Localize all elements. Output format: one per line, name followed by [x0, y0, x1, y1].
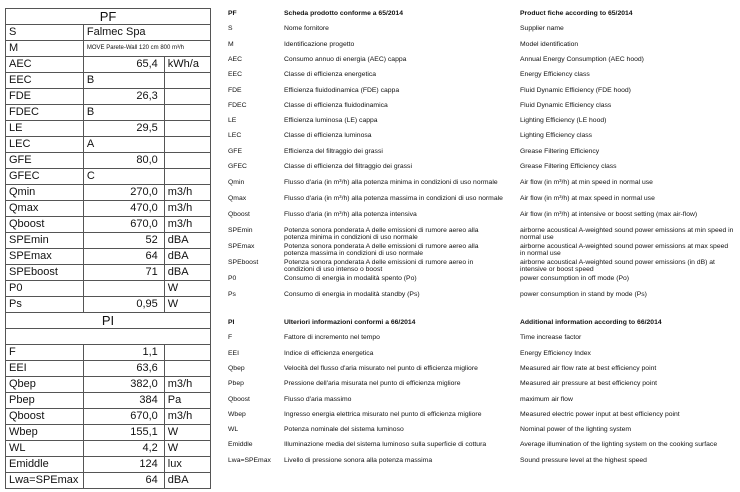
- row-value: 470,0: [83, 201, 164, 217]
- list-item-it: Flusso d'aria (in m³/h) alla potenza intensiva: [284, 211, 417, 219]
- table-row: [6, 153, 211, 169]
- list-item-en: Annual Energy Consumption (AEC hood): [520, 55, 644, 63]
- table-row: [6, 409, 211, 425]
- row-code: Emiddle: [6, 457, 84, 473]
- list-item-code: Qbep: [228, 364, 245, 372]
- pi-section-it-header: Ulteriori informazioni conformi a 66/2014: [284, 319, 416, 326]
- list-item-en: Measured air flow rate at best efficiency point: [520, 364, 657, 372]
- row-code: FDEC: [6, 105, 84, 121]
- list-item-code: EEI: [228, 349, 239, 357]
- row-unit: [164, 345, 210, 361]
- row-unit: m3/h: [164, 409, 210, 425]
- row-code: GFE: [6, 153, 84, 169]
- table-row: [6, 25, 211, 41]
- list-item-it: Flusso d'aria (in m³/h) alla potenza minima in condizioni di uso normale: [284, 179, 498, 187]
- list-item-code: Qmax: [228, 195, 247, 203]
- row-code: Qboost: [6, 409, 84, 425]
- list-item-code: Pbep: [228, 380, 244, 388]
- table-row: [6, 121, 211, 137]
- row-value: 382,0: [83, 377, 164, 393]
- table-row: [6, 441, 211, 457]
- row-value: 124: [83, 457, 164, 473]
- table-row: [6, 233, 211, 249]
- list-item-code: F: [228, 334, 233, 342]
- pi-section-en-header: Additional information according to 66/2014: [520, 319, 662, 326]
- list-item-code: Qboost: [228, 395, 250, 403]
- spacer-cell: [164, 329, 210, 345]
- pi-table-title: PI: [6, 313, 211, 329]
- row-code: P0: [6, 281, 84, 297]
- table-row: [6, 57, 211, 73]
- row-value: 270,0: [83, 185, 164, 201]
- row-unit: dBA: [164, 249, 210, 265]
- list-item-it: Indice di efficienza energetica: [284, 349, 374, 357]
- table-row: [6, 457, 211, 473]
- list-item-it: Nome fornitore: [284, 25, 329, 33]
- table-row: [6, 137, 211, 153]
- list-item-it: Classe di efficienza fluidodinamica: [284, 101, 388, 109]
- list-item-en: power consumption in stand by mode (Ps): [520, 290, 647, 298]
- row-code: LE: [6, 121, 84, 137]
- list-item-code: P0: [228, 274, 237, 282]
- row-unit: m3/h: [164, 201, 210, 217]
- list-item-code: Qmin: [228, 179, 245, 187]
- row-code: Ps: [6, 297, 84, 313]
- row-value: 29,5: [83, 121, 164, 137]
- pi-section-code-header: PI: [228, 319, 235, 326]
- row-unit: m3/h: [164, 377, 210, 393]
- row-value: 670,0: [83, 217, 164, 233]
- table-row: [6, 89, 211, 105]
- list-item-en: Air flow (in m³/h) at min speed in normal use: [520, 179, 653, 187]
- product-data-table: [5, 8, 211, 489]
- list-item-en: airborne acoustical A-weighted sound power emissions at min speed in normal use: [520, 227, 734, 241]
- list-item-code: EEC: [228, 71, 242, 79]
- list-item-it: Velocità del flusso d'aria misurato nel punto di efficienza migliore: [284, 364, 478, 372]
- list-item-it: Pressione dell'aria misurata nel punto di efficienza migliore: [284, 380, 461, 388]
- list-item-it: Ingresso energia elettrica misurato nel punto di efficienza migliore: [284, 410, 482, 418]
- list-item-code: LE: [228, 117, 237, 125]
- list-item-code: S: [228, 25, 233, 33]
- row-value: A: [83, 137, 164, 153]
- row-value: 64: [83, 473, 164, 489]
- list-item-it: Classe di efficienza del filtraggio dei grassi: [284, 163, 412, 170]
- row-unit: [164, 153, 210, 169]
- table-row: [6, 281, 211, 297]
- spacer-cell: [83, 329, 164, 345]
- list-item-en: Grease Filtering Efficiency: [520, 147, 600, 155]
- list-item-en: Energy Efficiency Index: [520, 349, 591, 357]
- row-value: 71: [83, 265, 164, 281]
- list-item-en: maximum air flow: [520, 395, 573, 403]
- list-item-it: Potenza nominale del sistema luminoso: [284, 426, 404, 434]
- list-item-en: Fluid Dynamic Efficiency class: [520, 101, 612, 109]
- row-unit: dBA: [164, 233, 210, 249]
- list-item-it: Efficienza fluidodinamica (FDE) cappa: [284, 86, 400, 94]
- table-row: [6, 185, 211, 201]
- row-code: SPEmin: [6, 233, 84, 249]
- table-row: [6, 41, 211, 57]
- list-item-it: Efficienza del filtraggio dei grassi: [284, 147, 383, 155]
- list-item-en: Energy Efficiency class: [520, 71, 590, 79]
- list-item-it: Classe di efficienza luminosa: [284, 132, 372, 140]
- list-item-it: Consumo di energia in modalità spento (Po): [284, 274, 417, 282]
- list-item-code: GFEC: [228, 163, 247, 170]
- row-unit: W: [164, 297, 210, 313]
- row-value: 63,6: [83, 361, 164, 377]
- list-item-it: Potenza sonora ponderata A delle emissioni di rumore aereo in condizioni di uso intenso o boost: [284, 258, 474, 273]
- table-row: [6, 425, 211, 441]
- list-item-en: airborne acoustical A-weighted sound power emissions (in dB) at intensive or boost speed: [520, 258, 715, 273]
- list-item-code: SPEboost: [228, 258, 259, 266]
- row-unit: [164, 89, 210, 105]
- pf-table-title: PF: [6, 9, 211, 25]
- list-item-code: Wbep: [228, 410, 246, 418]
- row-value: 155,1: [83, 425, 164, 441]
- table-row: [6, 473, 211, 489]
- row-value: MOVE Parete-Wall 120 cm 800 m³/h: [83, 41, 210, 57]
- row-unit: dBA: [164, 265, 210, 281]
- list-item-it: Potenza sonora ponderata A delle emissioni di rumore aereo alla potenza massima in condizioni di uso normale: [284, 242, 479, 257]
- list-item-en: airborne acoustical A-weighted sound power emissions at max speed in normal use: [520, 242, 729, 257]
- row-code: Qbep: [6, 377, 84, 393]
- row-value: 65,4: [83, 57, 164, 73]
- table-row: [6, 361, 211, 377]
- row-value: 4,2: [83, 441, 164, 457]
- row-unit: m3/h: [164, 185, 210, 201]
- list-item-en: Measured air pressure at best efficiency point: [520, 380, 658, 388]
- row-value: 26,3: [83, 89, 164, 105]
- table-row: [6, 105, 211, 121]
- pf-section-code-header: PF: [228, 10, 237, 17]
- row-code: LEC: [6, 137, 84, 153]
- row-code: Pbep: [6, 393, 84, 409]
- row-code: EEI: [6, 361, 84, 377]
- row-code: AEC: [6, 57, 84, 73]
- list-item-code: FDE: [228, 86, 242, 94]
- list-item-code: Emiddle: [228, 441, 253, 449]
- row-value: 670,0: [83, 409, 164, 425]
- list-item-code: AEC: [228, 55, 242, 63]
- row-value: B: [83, 73, 164, 89]
- row-value: 384: [83, 393, 164, 409]
- list-item-code: SPEmax: [228, 242, 255, 250]
- list-item-code: FDEC: [228, 101, 247, 109]
- row-code: M: [6, 41, 84, 57]
- pf-section-en-header: Product fiche according to 65/2014: [520, 10, 633, 17]
- list-item-it: Classe di efficienza energetica: [284, 71, 377, 79]
- list-item-code: Ps: [228, 290, 236, 298]
- row-code: EEC: [6, 73, 84, 89]
- list-item-code: GFE: [228, 147, 242, 155]
- row-code: Qmax: [6, 201, 84, 217]
- row-code: GFEC: [6, 169, 84, 185]
- list-item-it: Illuminazione media del sistema luminoso sulla superficie di cottura: [284, 441, 487, 449]
- row-unit: [164, 105, 210, 121]
- list-item-code: WL: [228, 426, 239, 434]
- list-item-en: Model identification: [520, 40, 579, 48]
- table-row: [6, 169, 211, 185]
- list-item-en: Lighting Efficiency class: [520, 132, 593, 140]
- table-row: [6, 249, 211, 265]
- table-row: [6, 73, 211, 89]
- row-unit: [164, 73, 210, 89]
- row-value: 52: [83, 233, 164, 249]
- row-code: S: [6, 25, 84, 41]
- row-unit: [164, 121, 210, 137]
- row-unit: m3/h: [164, 217, 210, 233]
- list-item-en: Air flow (in m³/h) at intensive or boost setting (max air-flow): [520, 211, 698, 219]
- list-item-it: Flusso d'aria massimo: [284, 395, 352, 403]
- row-code: SPEmax: [6, 249, 84, 265]
- list-item-en: Fluid Dynamic Efficiency (FDE hood): [520, 86, 631, 94]
- row-code: Qboost: [6, 217, 84, 233]
- list-item-code: LEC: [228, 132, 242, 140]
- row-unit: W: [164, 281, 210, 297]
- row-value: B: [83, 105, 164, 121]
- row-code: Lwa=SPEmax: [6, 473, 84, 489]
- row-value: 0,95: [83, 297, 164, 313]
- list-item-code: M: [228, 40, 234, 48]
- row-unit: W: [164, 425, 210, 441]
- list-item-it: Livello di pressione sonora alla potenza massima: [284, 456, 433, 464]
- row-value: 1,1: [83, 345, 164, 361]
- list-item-it: Efficienza luminosa (LE) cappa: [284, 117, 378, 125]
- list-item-en: Lighting Efficiency (LE hood): [520, 117, 607, 125]
- list-item-en: Measured electric power input at best efficiency point: [520, 410, 680, 418]
- list-item-it: Potenza sonora ponderata A delle emissioni di rumore aereo alla potenza minima in condizioni di uso normale: [284, 227, 479, 241]
- list-item-en: Average illumination of the lighting system on the cooking surface: [520, 441, 718, 449]
- list-item-code: Lwa=SPEmax: [228, 456, 271, 464]
- table-row: [6, 393, 211, 409]
- list-item-it: Consumo di energia in modalità standby (Ps): [284, 290, 420, 298]
- row-code: WL: [6, 441, 84, 457]
- row-unit: lux: [164, 457, 210, 473]
- table-row: [6, 217, 211, 233]
- row-unit: W: [164, 441, 210, 457]
- row-unit: [164, 169, 210, 185]
- row-unit: dBA: [164, 473, 210, 489]
- pf-section-it-header: Scheda prodotto conforme a 65/2014: [284, 10, 403, 17]
- table-row: [6, 377, 211, 393]
- row-code: F: [6, 345, 84, 361]
- row-unit: [164, 361, 210, 377]
- row-code: Qmin: [6, 185, 84, 201]
- list-item-it: Consumo annuo di energia (AEC) cappa: [284, 55, 407, 63]
- table-row: [6, 297, 211, 313]
- table-row: [6, 345, 211, 361]
- list-item-code: Qboost: [228, 211, 250, 219]
- row-value: C: [83, 169, 164, 185]
- row-value: Falmec Spa: [83, 25, 210, 41]
- spacer-cell: [6, 329, 84, 345]
- list-item-en: power consumption in off mode (Po): [520, 274, 630, 282]
- row-code: FDE: [6, 89, 84, 105]
- list-item-en: Nominal power of the lighting system: [520, 426, 632, 434]
- list-item-en: Grease Filtering Efficiency class: [520, 163, 617, 170]
- list-item-en: Sound pressure level at the highest speed: [520, 456, 647, 464]
- list-item-it: Fattore di incremento nel tempo: [284, 334, 380, 342]
- list-item-en: Air flow (in m³/h) at max speed in normal use: [520, 195, 655, 203]
- row-unit: Pa: [164, 393, 210, 409]
- row-value: 80,0: [83, 153, 164, 169]
- row-value: 64: [83, 249, 164, 265]
- table-row: [6, 265, 211, 281]
- row-code: Wbep: [6, 425, 84, 441]
- row-unit: kWh/a: [164, 57, 210, 73]
- table-row: [6, 201, 211, 217]
- row-unit: [164, 137, 210, 153]
- list-item-en: Supplier name: [520, 25, 564, 33]
- row-value: [83, 281, 164, 297]
- list-item-it: Identificazione progetto: [284, 40, 355, 48]
- list-item-en: Time increase factor: [520, 334, 582, 342]
- list-item-it: Flusso d'aria (in m³/h) alla potenza massima in condizioni di uso normale: [284, 195, 503, 203]
- list-item-code: SPEmin: [228, 227, 253, 234]
- row-code: SPEboost: [6, 265, 84, 281]
